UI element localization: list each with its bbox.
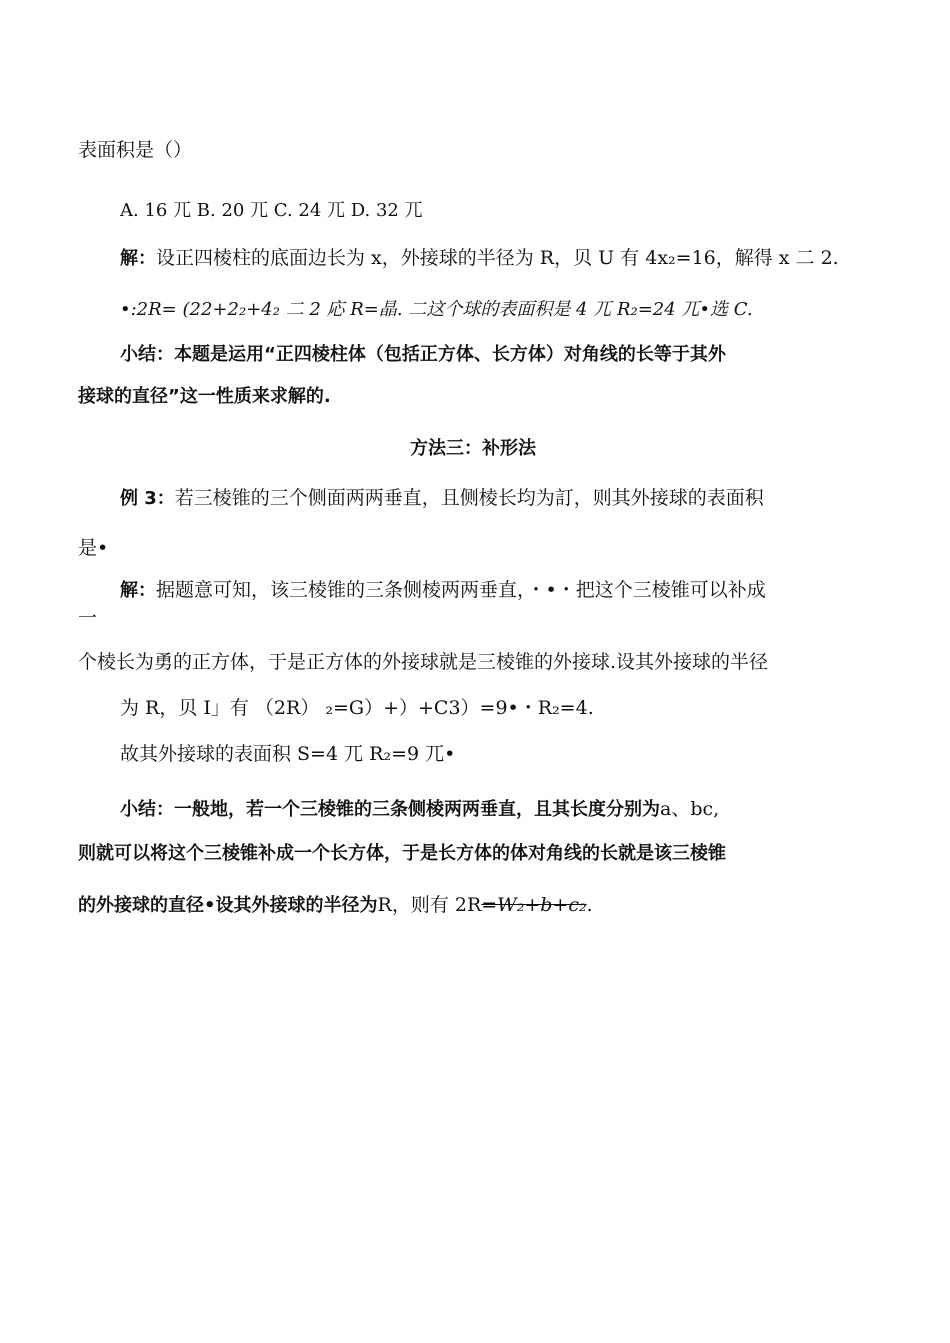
example-line-2: 是• [78,537,109,559]
section-heading: 方法三：补形法 [410,438,536,459]
summary2-text: 小结：一般地，若一个三棱锥的三条侧棱两两垂直，且其长度分别为 [120,799,660,820]
solution3-line-1 [120,578,766,603]
summary2-line3-radius: R，则有 2R [377,894,482,916]
solution-label: 解： [120,248,156,269]
summary2-line-1 [120,797,719,822]
summary2-line-3 [78,893,593,918]
solution-text: 设正四棱柱的底面边长为 x，外接球的半径为 R，贝 U 有 4x₂=16，解得 x 二 2. [156,247,839,269]
solution3-line-4: 为 R，贝 I」有 （2R） ₂=G）+）+C3）=9•・R₂=4. [120,697,594,719]
summary2-line3-text: 的外接球的直径•设其外接球的半径为 [78,895,378,916]
summary2-variables: a、bc, [660,798,720,820]
example-text: 若三棱锥的三个侧面两两垂直，且侧棱长均为訂，则其外接球的表面积 [174,487,764,509]
text-line-1: 表面积是（） [78,139,193,161]
example-label: 例 3： [120,488,175,509]
summary2-period: . [586,894,593,916]
summary2-line-2: 则就可以将这个三棱锥补成一个长方体，于是长方体的体对角线的长就是该三棱锥 [78,843,726,864]
solution3-text: 据题意可知，该三棱锥的三条侧棱两两垂直，・•・把这个三棱锥可以补成 [156,579,766,601]
solution3-line-5: 故其外接球的表面积 S=4 兀 R₂=9 兀• [120,743,456,765]
solution-line-2: •:2R= (22+2₂+4₂ 二 2 応 R=晶. 二这个球的表面积是 4 兀 R₂=24 兀•选 C. [120,299,753,320]
example-line-1 [120,486,764,511]
summary-line-2: 接球的直径”这一性质来求解的. [78,386,331,407]
solution3-line-2: 一 [78,607,98,629]
summary-line-1: 小结：本题是运用“正四棱柱体（包括正方体、长方体）对角线的长等于其外 [120,344,726,365]
solution-line-1 [120,246,839,271]
answer-options: A. 16 兀 B. 20 兀 C. 24 兀 D. 32 兀 [120,200,423,221]
solution3-label: 解： [120,580,156,601]
solution3-line-3: 个棱长为勇的正方体，于是正方体的外接球就是三棱锥的外接球.设其外接球的半径 [78,651,769,673]
summary2-formula: =W₂+b+c₂ [481,894,587,916]
